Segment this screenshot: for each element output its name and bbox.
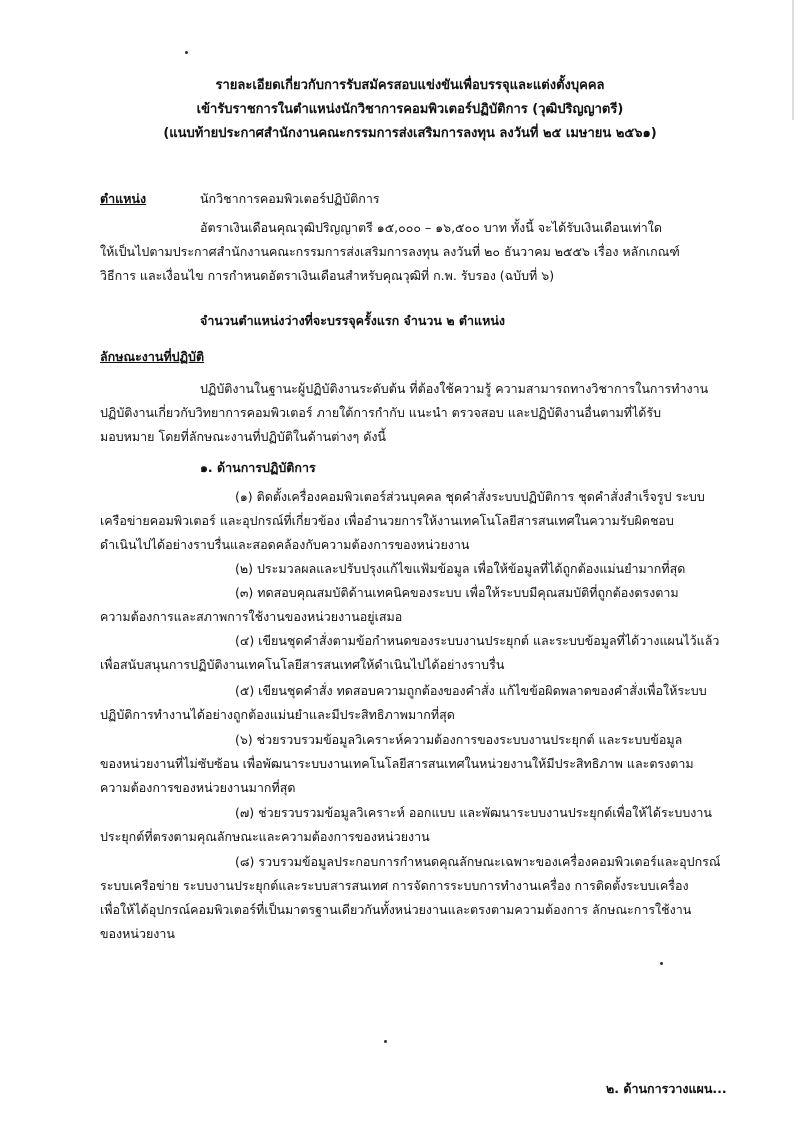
vacancy-count: จำนวนตำแหน่งว่างที่จะบรรจุครั้งแรก จำนวน ๒ ตำแหน่ง (200, 313, 505, 328)
item-1-line-1: (๑) ติดตั้งเครื่องคอมพิวเตอร์ส่วนบุคคล ชุดคำสั่งระบบปฏิบัติการ ชุดคำสั่งสำเร็จรูป ระบบ (235, 489, 705, 504)
scan-edge (792, 0, 794, 120)
intro-line-3: มอบหมาย โดยที่ลักษณะงานที่ปฏิบัติในด้านต่างๆ ดังนี้ (100, 429, 386, 444)
item-2-line-1: (๒) ประมวลผลและปรับปรุงแก้ไขแฟ้มข้อมูล เพื่อให้ข้อมูลที่ได้ถูกต้องแม่นยำมากที่สุด (235, 561, 686, 576)
item-3-line-2: ความต้องการและสภาพการใช้งานของหน่วยงานอยู่เสมอ (100, 609, 403, 624)
scan-speck (185, 51, 188, 54)
item-6-line-2: ของหน่วยงานที่ไม่ซับซ้อน เพื่อพัฒนาระบบงานเทคโนโลยีสารสนเทศในหน่วยงานให้มีประสิทธิภาพ และตรงตาม (100, 756, 694, 771)
section-1-heading: ๑. ด้านการปฏิบัติการ (200, 460, 316, 475)
salary-line-2: ให้เป็นไปตามประกาศสำนักงานคณะกรรมการส่งเสริมการลงทุน ลงวันที่ ๒๐ ธันวาคม ๒๕๕๖ เรื่อง หลักเกณฑ์ (100, 244, 680, 259)
item-7-line-1: (๗) ช่วยรวบรวมข้อมูลวิเคราะห์ ออกแบบ และพัฒนาระบบงานประยุกต์เพื่อให้ได้ระบบงาน (235, 805, 712, 820)
item-5-line-1: (๕) เขียนชุดคำสั่ง ทดสอบความถูกต้องของคำสั่ง แก้ไขข้อผิดพลาดของคำสั่งเพื่อให้ระบบ (235, 683, 707, 698)
scan-speck (660, 962, 663, 965)
item-4-line-1: (๔) เขียนชุดคำสั่งตามข้อกำหนดของระบบงานประยุกต์ และระบบข้อมูลที่ได้วางแผนไว้แล้ว (235, 633, 720, 648)
intro-line-1: ปฏิบัติงานในฐานะผู้ปฏิบัติงานระดับต้น ที่ต้องใช้ความรู้ ความสามารถทางวิชาการในการทำงาน (200, 381, 709, 396)
header-line-1: รายละเอียดเกี่ยวกับการรับสมัครสอบแข่งขันเพื่อบรรจุและแต่งตั้งบุคคล (215, 78, 605, 93)
item-4-line-2: เพื่อสนับสนุนการปฏิบัติงานเทคโนโลยีสารสนเทศให้ดำเนินไปได้อย่างราบรื่น (100, 657, 505, 672)
item-6-line-1: (๖) ช่วยรวบรวมข้อมูลวิเคราะห์ความต้องการของระบบงานประยุกต์ และระบบข้อมูล (235, 732, 683, 747)
position-label: ตำแหน่ง (100, 191, 147, 206)
scan-speck (384, 1040, 387, 1043)
continuation-note: ๒. ด้านการวางแผน... (606, 1081, 727, 1096)
item-5-line-2: ปฏิบัติการทำงานได้อย่างถูกต้องแม่นยำและมีประสิทธิภาพมากที่สุด (100, 707, 455, 722)
item-7-line-2: ประยุกต์ที่ตรงตามคุณลักษณะและความต้องการของหน่วยงาน (100, 829, 430, 844)
item-1-line-3: ดำเนินไปได้อย่างราบรื่นและสอดคล้องกับความต้องการของหน่วยงาน (100, 537, 470, 552)
item-8-line-4: ของหน่วยงาน (100, 926, 175, 941)
salary-line-1: อัตราเงินเดือนคุณวุฒิปริญญาตรี ๑๕,๐๐๐ – ๑๖,๕๐๐ บาท ทั้งนี้ จะได้รับเงินเดือนเท่าใด (200, 220, 662, 235)
item-8-line-2: ระบบเครือข่าย ระบบงานประยุกต์และระบบสารสนเทศ การจัดการระบบการทำงานเครื่อง การติดตั้งระบบเครื่อง (100, 878, 689, 893)
item-8-line-1: (๘) รวบรวมข้อมูลประกอบการกำหนดคุณลักษณะเฉพาะของเครื่องคอมพิวเตอร์และอุปกรณ์ (235, 854, 721, 869)
job-heading: ลักษณะงานที่ปฏิบัติ (100, 349, 205, 364)
header-line-3: (แนบท้ายประกาศสำนักงานคณะกรรมการส่งเสริมการลงทุน ลงวันที่ ๒๕ เมษายน ๒๕๖๑) (163, 126, 657, 141)
header-line-2: เข้ารับราชการในตำแหน่งนักวิชาการคอมพิวเตอร์ปฏิบัติการ (วุฒิปริญญาตรี) (196, 102, 624, 117)
item-1-line-2: เครือข่ายคอมพิวเตอร์ และอุปกรณ์ที่เกี่ยวข้อง เพื่ออำนวยการให้งานเทคโนโลยีสารสนเทศในความรับผิดชอบ (100, 513, 674, 528)
intro-line-2: ปฏิบัติงานเกี่ยวกับวิทยาการคอมพิวเตอร์ ภายใต้การกำกับ แนะนำ ตรวจสอบ และปฏิบัติงานอื่นตามที่ได้รับ (100, 405, 662, 420)
item-3-line-1: (๓) ทดสอบคุณสมบัติด้านเทคนิคของระบบ เพื่อให้ระบบมีคุณสมบัติที่ถูกต้องตรงตาม (235, 585, 679, 600)
document-header (100, 74, 720, 146)
item-6-line-3: ความต้องการของหน่วยงานมากที่สุด (100, 780, 296, 795)
item-8-line-3: เพื่อให้ได้อุปกรณ์คอมพิวเตอร์ที่เป็นมาตรฐานเดียวกันทั้งหน่วยงานและตรงตามความต้องการ ลักษณะการใช้งาน (100, 902, 692, 917)
position-title: นักวิชาการคอมพิวเตอร์ปฏิบัติการ (200, 191, 380, 206)
salary-line-3: วิธีการ และเงื่อนไข การกำหนดอัตราเงินเดือนสำหรับคุณวุฒิที่ ก.พ. รับรอง (ฉบับที่ ๖) (100, 268, 555, 283)
